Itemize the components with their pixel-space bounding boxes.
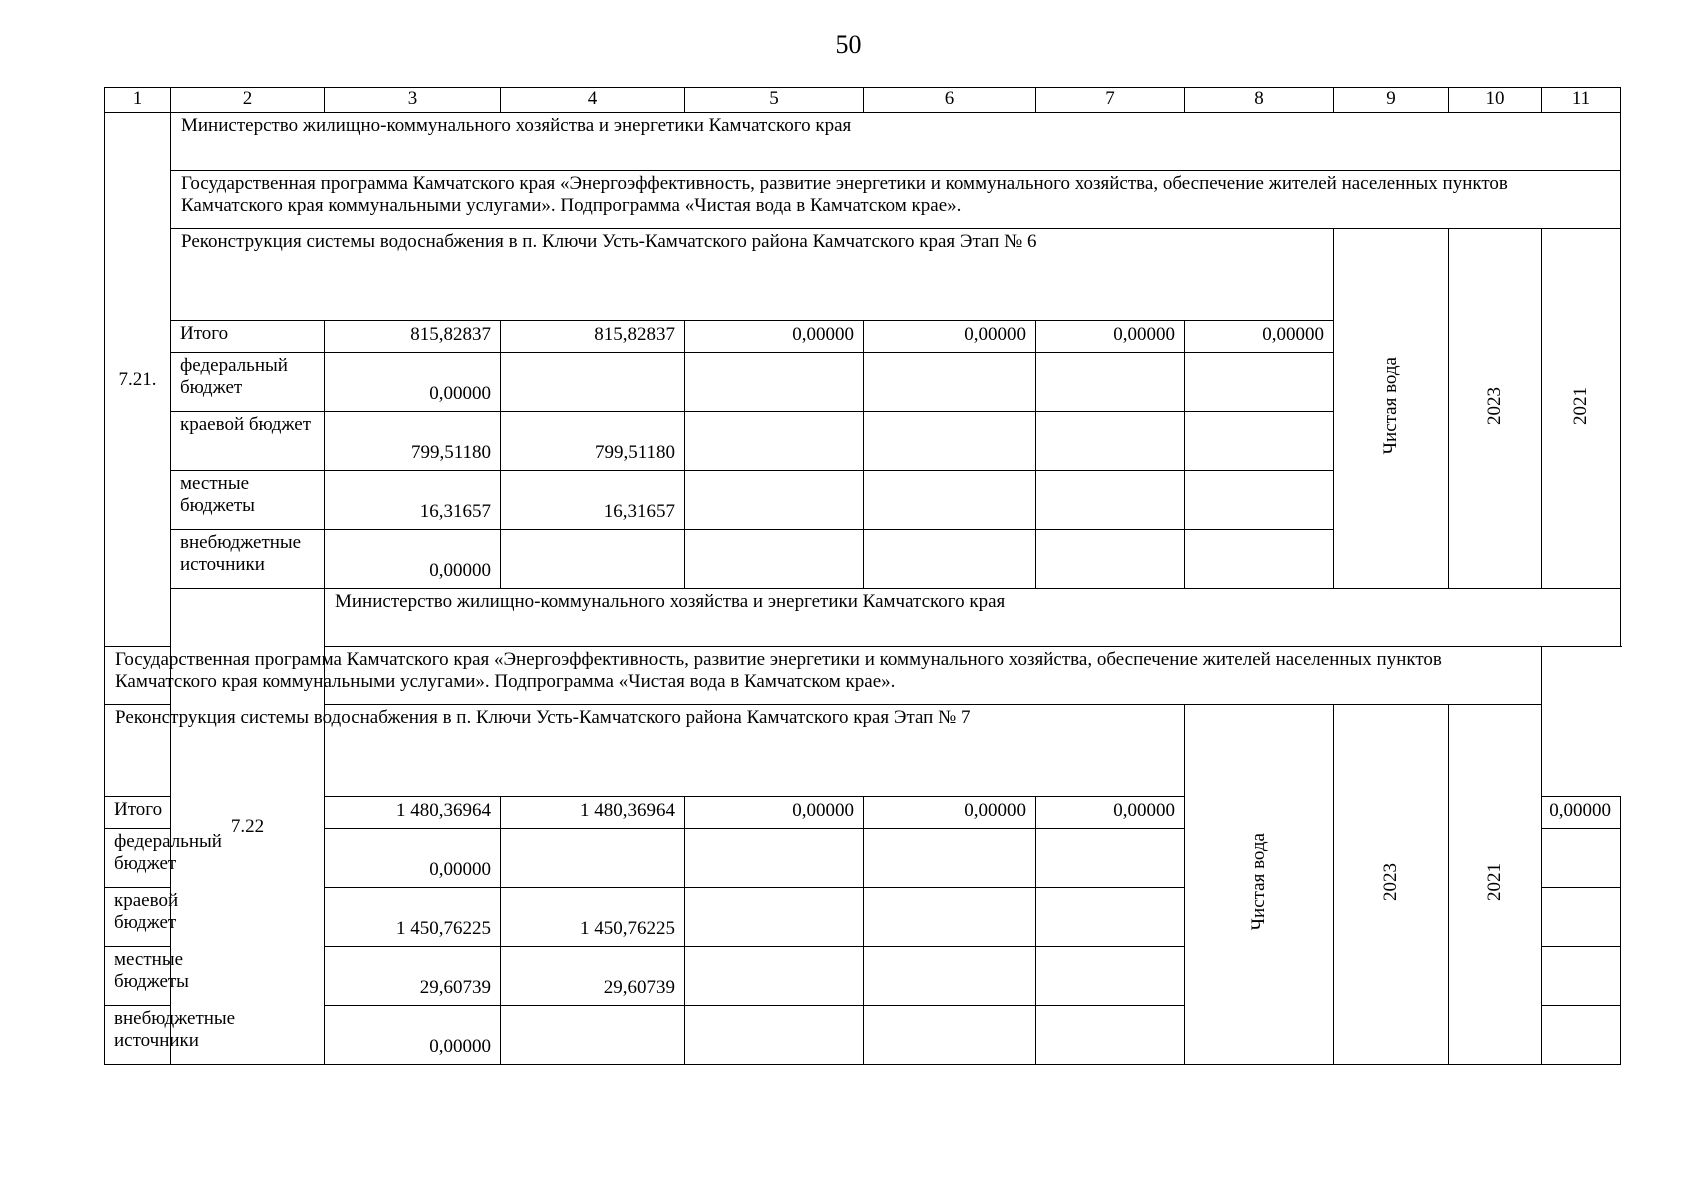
funding-source-label: внебюджетные источники <box>171 530 325 589</box>
amount-cell <box>1542 947 1621 1006</box>
amount-cell: 0,00000 <box>864 321 1036 353</box>
amount-cell: 799,51180 <box>325 412 501 471</box>
amount-cell: 799,51180 <box>501 412 685 471</box>
table-body <box>105 88 1621 1065</box>
amount-cell: 0,00000 <box>325 530 501 589</box>
amount-cell <box>685 530 864 589</box>
amount-cell <box>685 471 864 530</box>
amount-cell <box>864 888 1036 947</box>
program-name: Государственная программа Камчатского края «Энергоэффективность, развитие энергетики и коммунального хозяйства, обеспечение жителей населенных пунктов Камчатского края коммунальными услугами». Подпрограмма «Чистая вода в Камчатском крае». <box>105 647 1542 705</box>
amount-cell <box>1185 471 1334 530</box>
amount-cell: 0,00000 <box>864 797 1036 829</box>
amount-cell: 0,00000 <box>325 829 501 888</box>
page-number: 50 <box>835 30 862 59</box>
amount-cell <box>501 1006 685 1065</box>
amount-cell: 0,00000 <box>1036 321 1185 353</box>
amount-cell: 0,00000 <box>325 1006 501 1065</box>
amount-cell: 1 450,76225 <box>501 888 685 947</box>
amount-cell <box>1542 888 1621 947</box>
amount-cell <box>864 1006 1036 1065</box>
funding-source-label: внебюджетные источники <box>105 1006 171 1065</box>
amount-cell: 0,00000 <box>1185 321 1334 353</box>
amount-cell: 0,00000 <box>1542 797 1621 829</box>
amount-cell <box>501 530 685 589</box>
amount-cell <box>1185 412 1334 471</box>
amount-cell <box>685 888 864 947</box>
amount-cell: 815,82837 <box>501 321 685 353</box>
amount-cell <box>864 471 1036 530</box>
amount-cell <box>864 530 1036 589</box>
ministry-row <box>105 589 1621 647</box>
program-row <box>105 171 1621 229</box>
amount-cell: 0,00000 <box>325 353 501 412</box>
amount-cell <box>1036 1006 1185 1065</box>
amount-cell <box>864 947 1036 1006</box>
funding-source-label: местные бюджеты <box>105 947 171 1006</box>
budget-table <box>104 87 1621 1065</box>
amount-cell <box>685 1006 864 1065</box>
column-number: 2 <box>171 88 325 113</box>
project-name: Реконструкция системы водоснабжения в п. Ключи Усть-Камчатского района Камчатского края Этап № 6 <box>171 229 1334 321</box>
funding-source-label: Итого <box>105 797 171 829</box>
project-row <box>105 705 1621 797</box>
column-number: 8 <box>1185 88 1334 113</box>
amount-cell: 0,00000 <box>685 321 864 353</box>
amount-cell: 0,00000 <box>685 797 864 829</box>
amount-cell <box>1185 353 1334 412</box>
column-number-header-row <box>105 88 1621 113</box>
end-year: 2023 <box>1484 386 1506 425</box>
column-number: 4 <box>501 88 685 113</box>
amount-cell: 1 480,36964 <box>325 797 501 829</box>
item-number: 7.22 <box>171 589 325 1065</box>
amount-cell <box>685 353 864 412</box>
amount-cell <box>501 829 685 888</box>
amount-cell: 1 480,36964 <box>501 797 685 829</box>
subprogram-label: Чистая вода <box>1248 832 1270 931</box>
amount-cell <box>1542 829 1621 888</box>
amount-cell <box>1036 530 1185 589</box>
amount-cell <box>1036 829 1185 888</box>
column-number: 6 <box>864 88 1036 113</box>
funding-source-label: федеральный бюджет <box>171 353 325 412</box>
amount-cell <box>1036 888 1185 947</box>
amount-cell <box>864 829 1036 888</box>
item-number: 7.21. <box>105 113 171 647</box>
amount-cell: 1 450,76225 <box>325 888 501 947</box>
end-year: 2023 <box>1380 862 1402 901</box>
column-number: 9 <box>1334 88 1449 113</box>
amount-cell <box>685 412 864 471</box>
funding-source-label: Итого <box>171 321 325 353</box>
program-row <box>105 647 1621 705</box>
funding-source-label: федеральный бюджет <box>105 829 171 888</box>
column-number: 5 <box>685 88 864 113</box>
start-year: 2021 <box>1570 386 1592 425</box>
amount-cell: 815,82837 <box>325 321 501 353</box>
column-number: 3 <box>325 88 501 113</box>
amount-cell <box>864 412 1036 471</box>
amount-cell <box>1036 471 1185 530</box>
project-row <box>105 229 1621 321</box>
amount-cell: 0,00000 <box>1036 797 1185 829</box>
column-number: 1 <box>105 88 171 113</box>
program-name: Государственная программа Камчатского края «Энергоэффективность, развитие энергетики и коммунального хозяйства, обеспечение жителей населенных пунктов Камчатского края коммунальными услугами». Подпрограмма «Чистая вода в Камчатском крае». <box>171 171 1621 229</box>
amount-cell: 16,31657 <box>501 471 685 530</box>
funding-source-label: краевой бюджет <box>105 888 171 947</box>
amount-cell <box>1036 412 1185 471</box>
column-number: 7 <box>1036 88 1185 113</box>
amount-cell <box>1036 947 1185 1006</box>
funding-source-label: местные бюджеты <box>171 471 325 530</box>
ministry-name: Министерство жилищно-коммунального хозяйства и энергетики Камчатского края <box>325 589 1621 647</box>
amount-cell <box>685 947 864 1006</box>
amount-cell: 29,60739 <box>325 947 501 1006</box>
amount-cell <box>1185 530 1334 589</box>
ministry-name: Министерство жилищно-коммунального хозяйства и энергетики Камчатского края <box>171 113 1621 171</box>
column-number: 10 <box>1449 88 1542 113</box>
ministry-row <box>105 113 1621 171</box>
start-year: 2021 <box>1484 862 1506 901</box>
amount-cell: 16,31657 <box>325 471 501 530</box>
amount-cell <box>501 353 685 412</box>
subprogram-label: Чистая вода <box>1380 356 1402 455</box>
amount-cell <box>1542 1006 1621 1065</box>
funding-source-label: краевой бюджет <box>171 412 325 471</box>
amount-cell: 29,60739 <box>501 947 685 1006</box>
project-name: Реконструкция системы водоснабжения в п. Ключи Усть-Камчатского района Камчатского края Этап № 7 <box>105 705 1185 797</box>
amount-cell <box>1036 353 1185 412</box>
amount-cell <box>864 353 1036 412</box>
column-number: 11 <box>1542 88 1621 113</box>
amount-cell <box>685 829 864 888</box>
